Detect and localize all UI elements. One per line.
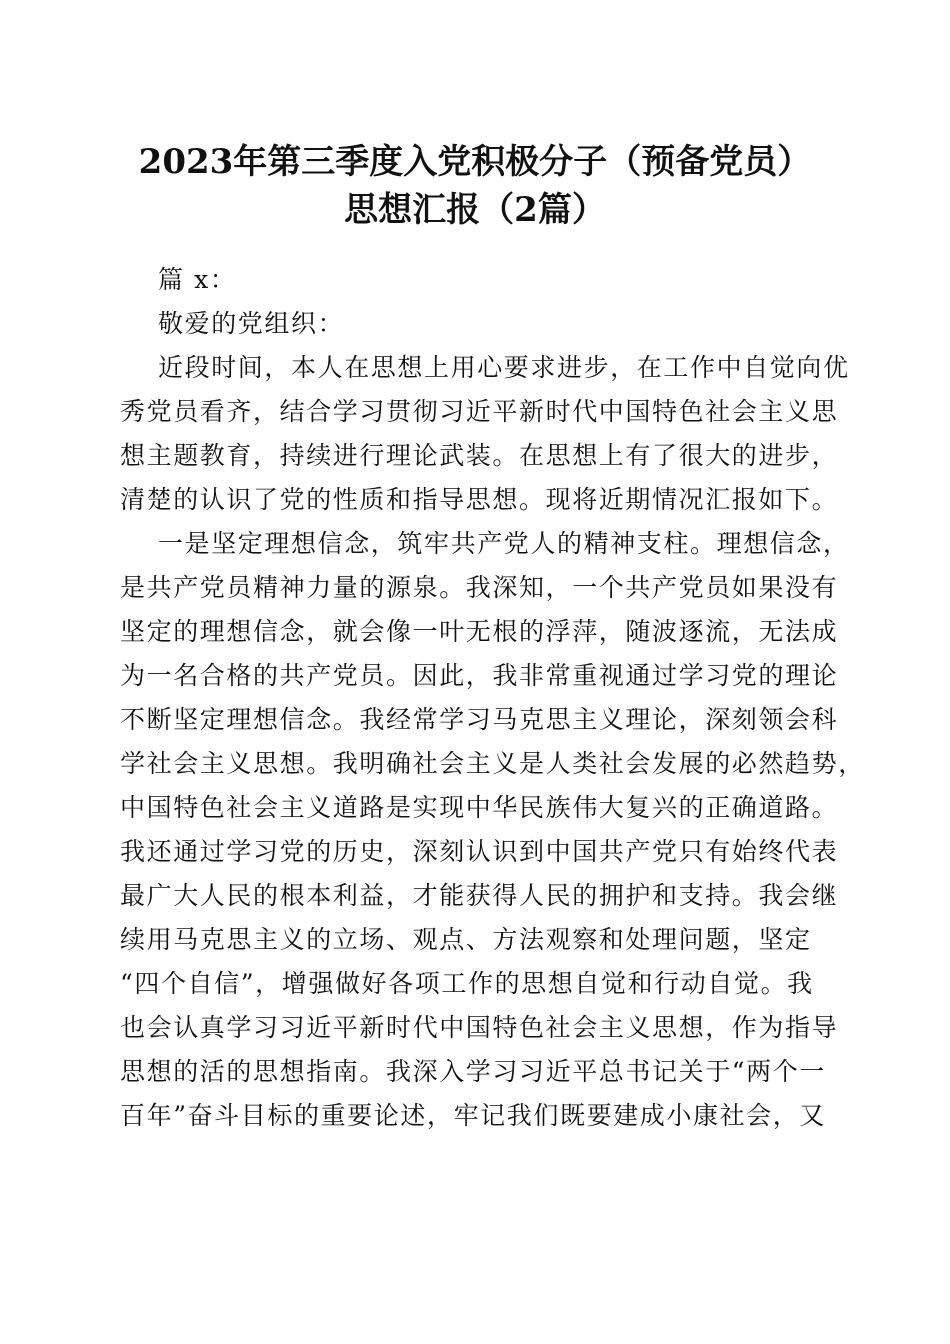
paragraph-line: 为一名合格的共产党员。因此，我非常重视通过学习党的理论 (120, 661, 839, 690)
paragraph-line: 也会认真学习习近平新时代中国特色社会主义思想，作为指导 (120, 1013, 839, 1042)
salutation: 敬爱的党组织： (158, 309, 345, 338)
paragraph-line: 我还通过学习党的历史，深刻认识到中国共产党只有始终代表 (120, 837, 839, 866)
paragraph-line: 学社会主义思想。我明确社会主义是人类社会发展的必然趋势， (120, 749, 865, 778)
paragraph-line: 坚定的理想信念，就会像一叶无根的浮萍，随波逐流，无法成 (120, 617, 839, 646)
paragraph-line: 是共产党员精神力量的源泉。我深知，一个共产党员如果没有 (120, 573, 839, 602)
document-title (0, 138, 950, 234)
paragraph-line: 中国特色社会主义道路是实现中华民族伟大复兴的正确道路。 (120, 793, 839, 822)
paragraph-line: “四个自信”，增强做好各项工作的思想自觉和行动自觉。我 (120, 969, 814, 998)
paragraph-line: 秀党员看齐，结合学习贯彻习近平新时代中国特色社会主义思 (120, 397, 839, 426)
title-line-1: 2023年第三季度入党积极分子（预备党员） (138, 142, 812, 182)
paragraph-line: 思想的活的思想指南。我深入学习习近平总书记关于“两个一 (120, 1057, 826, 1086)
title-line-2: 思想汇报（2篇） (344, 190, 606, 230)
paragraph-line: 不断坚定理想信念。我经常学习马克思主义理论，深刻领会科 (120, 705, 839, 734)
paragraph-line: 清楚的认识了党的性质和指导思想。现将近期情况汇报如下。 (120, 485, 839, 514)
paragraph-line: 近段时间，本人在思想上用心要求进步，在工作中自觉向优 (158, 353, 850, 382)
paragraph-line: 百年”奋斗目标的重要论述，牢记我们既要建成小康社会，又 (120, 1101, 826, 1130)
paragraph-line: 续用马克思主义的立场、观点、方法观察和处理问题，坚定 (120, 925, 812, 954)
paragraph-line: 一是坚定理想信念，筑牢共产党人的精神支柱。理想信念， (158, 529, 850, 558)
paragraph-line: 最广大人民的根本利益，才能获得人民的拥护和支持。我会继 (120, 881, 839, 910)
section-label: 篇 x： (158, 265, 237, 294)
paragraph-line: 想主题教育，持续进行理论武装。在思想上有了很大的进步， (120, 441, 839, 470)
document-body (120, 258, 865, 1138)
